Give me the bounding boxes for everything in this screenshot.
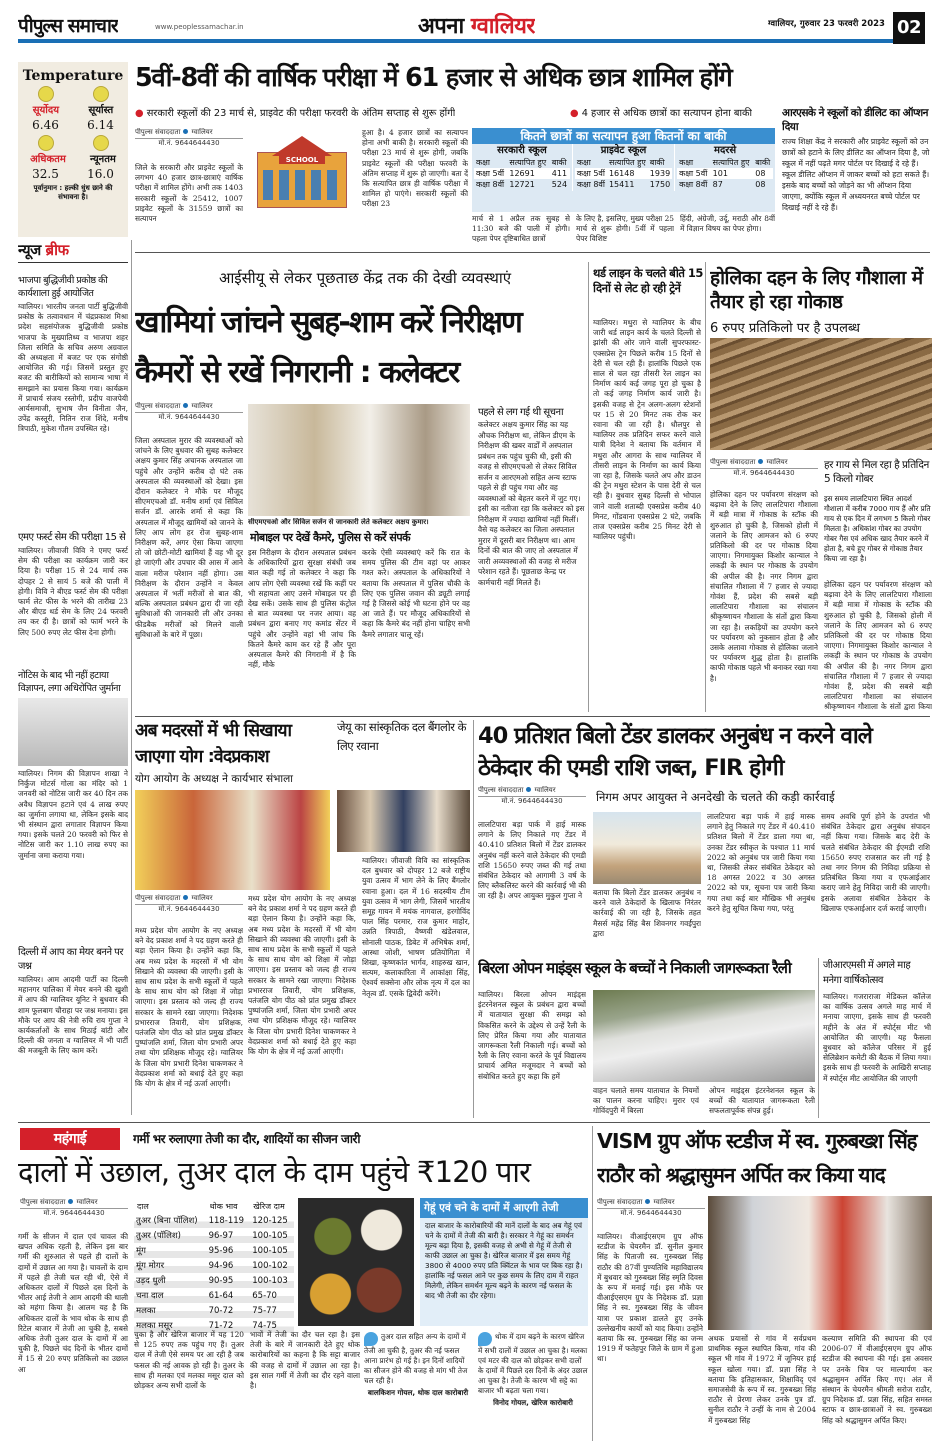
- cell: 16148: [608, 169, 635, 178]
- trader-quote: [364, 1332, 472, 1440]
- dal-headline: दालों में उछाल, तुअर दाल के दाम पहुंचे ₹120 पार: [18, 1155, 531, 1189]
- table-row: [134, 1273, 294, 1288]
- table-row: [474, 179, 570, 190]
- box-headline: गेहूं एवं चने के दामों में आएगी तेजी: [420, 1198, 588, 1218]
- col-header: बाकी: [755, 158, 771, 167]
- section-title-b: ग्वालियर: [470, 14, 535, 39]
- tender-text: बताया कि बिलो टेंडर डालकर अनुबंध न करने वाले ठेकेदारों के खिलाफ निरंतर कार्रवाई की जा रही है, जिसके तहत मैसर्स महेंद्र सिंह बैस शिवनगर गवर्ईपुरा द्वारा: [593, 888, 701, 938]
- table-cell: 100-103: [250, 1273, 294, 1288]
- side-headline: हर गाय से मिल रहा है प्रतिदिन 5 किलो गोबर: [824, 459, 929, 485]
- rally-caption-text: वाहन चलाते समय यातायात के नियमों का पालन करना चाहिए। मुरार एवं गोविंदपुरी में बिरला: [593, 1086, 699, 1116]
- vism-text: अथक प्रयासों से गांव में सर्वप्रथम प्राथमिक स्कूल स्थापित किया, गांव की स्कूल भी गांव में 1972 में जूनियर हाई स्कूल खोला गया। डॉ. प्रज्ञा सिंह ने बताया कि इतिहासकार, शिक्षाविद् एवं समाजसेवी के रूप में स्व. गुरुबख्श सिंह राठौर से प्रेरणा लेकर उनके पुत्र डॉ. सुनील राठौर ने उन्हीं के नाम से 2004 में गुरुबख्श सिंह: [708, 1334, 816, 1425]
- column-divider: [473, 720, 474, 1118]
- col-header: थोक भाव: [209, 1202, 238, 1211]
- table-cell: 95-96: [207, 1243, 251, 1258]
- table-cell: 71-72: [207, 1318, 251, 1333]
- table-row: [677, 179, 773, 190]
- cell: 08: [755, 169, 766, 178]
- cell: कक्षा 5वीं: [679, 169, 708, 178]
- brief-title-b: ब्रीफ: [45, 241, 69, 259]
- byline-city: ग्वालियर: [191, 894, 213, 902]
- byline-name: पीपुल्स संवाददाता: [135, 128, 181, 136]
- table-cell: चना दाल: [134, 1288, 207, 1303]
- cell: कक्षा 8वीं: [679, 180, 708, 189]
- dal-byline: [20, 1198, 128, 1218]
- table-cell: 75-77: [250, 1303, 294, 1318]
- table-cell: 100-105: [250, 1228, 294, 1243]
- brief-text: ग्वालियर। जीवाजी विवि ने एमए फर्स्ट सेम की परीक्षा का कार्यक्रम जारी कर दिया है। परीक्षा 15 से 24 मार्च तक दोपहर 2 से सायं 5 बजे की पाली में होगी। विवि ने बीएड फर्स्ट सेम की परीक्षा फार्म लेट फीस के भरने की तारीख 23 और बीएड थर्ड सेम के लिए 24 फरवरी तय कर दी है। छात्रों को फार्म भरने के लिए 500 रुपए लेट फीस देना होगी।: [18, 546, 128, 637]
- website-link[interactable]: www.peoplessamachar.in: [155, 23, 244, 31]
- byline-city: ग्वालियर: [534, 786, 556, 794]
- byline-name: पीपुल्स संवाददाता: [478, 786, 524, 794]
- cell: कक्षा 5वीं: [576, 169, 605, 178]
- brief-photo: [18, 698, 128, 766]
- cell: 101: [712, 169, 728, 178]
- brief-title: [18, 240, 128, 263]
- table-cell: तुअर (बिना पॉलिश): [134, 1213, 207, 1228]
- table-row: [134, 1243, 294, 1258]
- cell: 87: [712, 180, 723, 189]
- byline-city: ग्वालियर: [76, 1198, 98, 1206]
- madrasa-headline: अब मदरसों में भी सिखाया जाएगा योग :वेदप्रकाश: [135, 721, 292, 767]
- table-cell: मूंग मोगर: [134, 1258, 207, 1273]
- cell: कक्षा 5वीं: [476, 169, 505, 178]
- min-temp: 16.0: [87, 167, 114, 181]
- byline-city: ग्वालियर: [653, 1198, 675, 1206]
- ju-text: ग्वालियर। जीवाजी विवि का सांस्कृतिक दल बुधवार को दोपहर 12 बजे राष्ट्रीय युवा उत्सव में भाग लेने के लिए बैंगलोर रवाना हुआ। दल में 16 सदस्यीय टीम युवा उत्सव में भाग लेगी, जिसमें भारतीय समूह गायन में मयंक नागवाल, हरगोविंद पाल सिंह परमार, राज कुमार माहोर, उन्नति त्रिपाठी, वैष्णवी खंडेलवाल, सोनाली पाठक, डिबेट में अभिषेक शर्मा, आस्था जोशी, भाषण प्रतियोगिता में शिखा, कृष्णकांत भार्गव, शाहरुख खान, सत्यम, कलाकारिता में आकांक्षा सिंह, ऐश्वर्य सक्सेना और लोक नृत्य में दल का नेतृत्व डॉ. एसके द्विवेदी करेंगे।: [362, 856, 470, 998]
- holika-byline: [710, 458, 818, 478]
- dal-photo: [298, 1198, 414, 1326]
- table-cell: मलका: [134, 1303, 207, 1318]
- header-rule: [18, 39, 893, 43]
- sun-icon: [93, 135, 109, 151]
- table-row: [134, 1303, 294, 1318]
- byline-city: ग्वालियर: [191, 402, 213, 410]
- dal-text: भावों में तेजी का दौर चल रहा है। इस तेजी के बारे में जानकारी देते हुए थोक कारोबारियों का कहना है कि सट्टा बाजार की वजह से दामों में उछाल आ रहा है। इस साल गर्मी में तेजी का दौर रहने वाला है।: [250, 1330, 360, 1391]
- madrasa-text-continued: मध्य प्रदेश योग आयोग के नए अध्यक्ष बने वेद प्रकाश शर्मा ने पद ग्रहण करते ही बड़ा ऐलान किया है। उन्होंने कहा कि, अब मध्य प्रदेश के मदरसों में भी योग सिखाने की व्यवस्था की जाएगी। इसी के साथ साथ प्रदेश के सभी स्कूलों में पहले के साथ साथ योग को शिक्षा में जोड़ा जाएगा। इस प्रस्ताव को जल्द ही राज्य सरकार के सामने रखा जाएगा। निदेशक प्रभारराज तिवारी, योग प्रशिक्षक, पतंजलि योग पीठ को प्रांत प्रमुख डॉक्टर पुष्पांजलि शर्मा, जिला योग प्रभारी अपर तथा योग प्रशिक्षक मौजूद रहे। ग्वालियर के जिला योग प्रभारी दिनेश चाकणकर ने वेदप्रकाश शर्मा को बधाई देते हुए कहा कि योग के क्षेत्र में नई ऊर्जा आएगी।: [248, 894, 356, 1057]
- tender-text: समय अवधि पूर्ण होने के उपरांत भी संबंधित ठेकेदार द्वारा अनुबंध संपादन नहीं किया गया। जिसके बाद देरी के चलते संबंधित ठेकेदार की ईएमडी राशि 15650 रुपए राजसात कर ली गई है तथा नगर निगम की निविदा प्रक्रिया से प्रतिबंधित किया गया व एफआईआर कराए जाने हेतु निविदा जारी की जाएगी। इसके अलावा संबंधित ठेकेदार के खिलाफ एफआईआर दर्ज कराई जाएगी।: [821, 812, 930, 913]
- school-sign: SCHOOL: [279, 156, 325, 164]
- lead-text: जिले के सरकारी और प्राइवेट स्कूलों के लगभग 40 हजार छात्र-छात्राएं वार्षिक परीक्षा में शामिल होंगे। अभी तक 1403 सरकारी स्कूलों के 25412, 1007 प्राइवेट स्कूलों के 31559 छात्रों का सत्यापन: [135, 163, 243, 224]
- collector-kicker: आईसीयू से लेकर पूछताछ केंद्र तक की देखी व्यवस्थाएं: [218, 269, 512, 287]
- collector-subhead: मोबाइल पर देखें कैमरे, पुलिस से करें संपर्क: [250, 531, 411, 544]
- table-row: [677, 168, 773, 179]
- section-divider: [18, 1122, 930, 1123]
- brief-text: ग्वालियर। निगम की विज्ञापन शाखा ने निर्कुंज मोटर्स गोला का मंदिर को 1 जनवरी को नोटिस जारी कर 40 दिन तक अवैध विज्ञापन हटाने एवं 4 लाख रुपए का जुर्माना लगाया था, लेकिन इसके बाद भी संस्थान द्वारा लगातार विज्ञापन किया गया। इसके चलते 20 फरवरी को फिर से नोटिस जारी कर 1.10 लाख रुपए का जुर्माना जमा कराया गया।: [18, 769, 128, 860]
- holika-subhead: 6 रुपए प्रतिकिलो पर है उपलब्ध: [710, 321, 860, 336]
- sun-icon: [38, 135, 54, 151]
- max-temp: 32.5: [32, 167, 59, 181]
- rally-text: ग्वालियर। बिरला ओपन माइंड्स इंटरनेशनल स्कूल के प्रबंधन द्वारा बच्चों में यातायात सुरक्षा की समझ को विकसित करने के उद्देश्य से उन्हें रैली के लिए प्रेरित किया गया और यातायात जागरूकता रैली निकाली गई। बच्चों को रैली के लिए रवाना करते के पूर्व विद्यालय प्राचार्य अमित मजूमदार ने बच्चों को संबोधित करते हुए कहा कि हमें: [478, 990, 586, 1081]
- brief-text: ग्वालियर। भारतीय जनता पार्टी बुद्धिजीवी प्रकोष्ठ के तत्वावधान में चंद्रप्रकाश मिश्रा प्रदेश सहसंयोजक बुद्धिजीवी प्रकोष्ठ भाजपा के मुख्यातिथ्य व भाजपा शहर जिला समिति के सचिव अरुण अग्रवाल की अध्यक्षता में बजट पर एक संगोष्ठी आयोजित की गई। जिसमें प्रस्तुत हुए बजट की बारीकियों को सामान्य भाषा में समझाने का प्रयास किया गया। कार्यक्रम में प्राचार्य संजय रस्तोगी, प्रदीप वाजपेयी आर्यसमाजी, सुभाष जैन विनीता जैन, उपेंद्र कस्तूरी, नितिन राज शिंदे, मनीष त्रिपाठी, मुकेश गौतम उपस्थित रहे।: [18, 302, 128, 434]
- dal-text: गर्मी के सीजन में दाल एवं चावल की खपत अधिक रहती है, लेकिन इस बार गर्मी की शुरुआत से पहले ही दालों के दामों में उछाल आ गया है। चावलों के दाम में पहले ही तेजी चल रही थी, ऐसे में अधिकतर दालों में पिछले दस दिनों के भीतर आई तेजी ने आम आदमी की थाली को महंगा किया है। आलम यह है कि अधिकतर दालों के भाव थोक के साथ ही रिटेल बाजार में तेजी आ चुकी है, सबसे अधिक तेजी तुअर दाल के दामों में आ चुकी है, पिछले चंद दिनों के भीतर दामों में 15 से 20 रुपए प्रतिकिलो का उछाल आ: [18, 1232, 128, 1374]
- dateline: ग्वालियर, गुरुवार 23 फरवरी 2023: [768, 19, 885, 29]
- madrasa-text: मध्य प्रदेश योग आयोग के नए अध्यक्ष बने वेद प्रकाश शर्मा ने पद ग्रहण करते ही बड़ा ऐलान किया है। उन्होंने कहा कि, अब मध्य प्रदेश के मदरसों में भी योग सिखाने की व्यवस्था की जाएगी। इसी के साथ साथ प्रदेश के सभी स्कूलों में पहले के साथ साथ योग को शिक्षा में जोड़ा जाएगा। इस प्रस्ताव को जल्द ही राज्य सरकार के सामने रखा जाएगा। निदेशक प्रभारराज तिवारी, योग प्रशिक्षक, पतंजलि योग पीठ को प्रांत प्रमुख डॉक्टर पुष्पांजलि शर्मा, जिला योग प्रभारी अपर तथा योग प्रशिक्षक मौजूद रहे। ग्वालियर के जिला योग प्रभारी दिनेश चाकणकर ने वेदप्रकाश शर्मा को बधाई देते हुए कहा कि योग के क्षेत्र में नई ऊर्जा आएगी।: [135, 926, 243, 1089]
- group-name: मदरसे: [714, 145, 737, 156]
- collector-photo: [248, 404, 470, 516]
- column-divider: [705, 262, 706, 712]
- cell: 524: [551, 180, 568, 189]
- column-divider: [592, 1126, 593, 1441]
- max-temp-label: अधिकतम: [30, 154, 66, 165]
- table-cell: तुअर (पॉलिश): [134, 1228, 207, 1243]
- quote-text: थोक में दाम बढ़ने के कारण खेरिज में सभी दालों में उछाल आ चुका है। मलका एवं मटर की दाल को छोड़कर सभी दालों के दामों में पिछले दस दिनों के अंदर उछाल आ चुका है। तेजी के कारण भी सट्टे का बाजार भी बढ़ता चला गया।: [478, 1332, 588, 1395]
- tender-headline: 40 प्रतिशत बिलो टेंडर डालकर अनुबंध न करने वाले ठेकेदार की एमडी राशि जब्त, FIR होगी: [478, 723, 872, 781]
- col-header: दाल: [137, 1202, 149, 1211]
- dal-price-table: [134, 1200, 294, 1333]
- cell: कक्षा 8वीं: [576, 180, 605, 189]
- brief-headline: नोटिस के बाद भी नहीं हटाया विज्ञापन, लगा अधिरोपित जुर्माना: [18, 670, 121, 694]
- byline-city: ग्वालियर: [191, 128, 213, 136]
- byline-city: ग्वालियर: [766, 458, 788, 466]
- collector-headline: कैमरों से रखें निगरानी : कलेक्टर: [135, 355, 459, 390]
- sunset-time: 6.14: [87, 118, 114, 132]
- group-name: सरकारी स्कूल: [497, 145, 547, 156]
- lead-text: हुआ है। 4 हजार छात्रों का सत्यापन होना अभी बाकी है। सरकारी स्कूलों की परीक्षा 23 मार्च से शुरू होगी, जबकि प्राइवेट स्कूलों की परीक्षा फरवरी के अंतिम सप्ताह में शुरू हो जाएगी। बता दें कि सत्यापित छात्र ही वार्षिक परीक्षा में शामिल हो पाएंगे। सरकारी स्कूलों की परीक्षा 23: [362, 128, 468, 209]
- col-header: सत्यापित हुए: [509, 158, 547, 167]
- lead-bullet-2: ● 4 हजार से अधिक छात्रों का सत्यापन होना बाकी: [570, 108, 753, 119]
- table-cell: 61-64: [207, 1288, 251, 1303]
- tender-text: लालटिपारा बड़ा पार्क में हाई मास्क लगाने हेतु निकाले गए टेंडर में 40.410 प्रतिशत बिलो में टेंडर डाला गया था, उनका टेंडर स्वीकृत के पश्चात 11 मार्च 2022 को अनुबंध पत्र जारी किया गया था, जिसकी लेकर संबंधित ठेकेदार को 18 अगस्त 2022 व 30 अगस्त 2022 को पत्र, सूचना पत्र जारी किया गया तथा कई बार मौखिक भी अनुबंध करने हेतु सूचित किया गया, परंतु: [707, 812, 815, 913]
- brief-text: ग्वालियर। आम आदमी पार्टी का दिल्ली महानगर पालिका में मेयर बनने की खुशी में आप की ग्वालियर यूनिट ने बुधवार की शाम फूलबाग चौराहा पर जश्न मनाया। इस मौके पर आप की नेत्री रुचि राय गुप्ता ने कार्यकर्ताओं के साथ मिठाई बांटी और दिल्ली की जनता व ग्वालियर में भी पार्टी की मजबूती के लिए काम करें।: [18, 975, 128, 1056]
- reporter-mobile: मो.नं. 9644644430: [43, 1209, 105, 1217]
- lead-bullet-1: ● सरकारी स्कूलों की 23 मार्च से, प्राइवेट की परीक्षा फरवरी के अंतिम सप्ताह से शुरू होंगी: [135, 108, 456, 119]
- table-row: [575, 168, 672, 179]
- vism-text: ग्वालियर। वीआईएसएम ग्रुप ऑफ स्टडीज के चेयरमैन डॉ. सुनील कुमार सिंह के पिताजी स्व. गुरुबख्श सिंह राठौर की 87वीं पुण्यतिथि महाविद्यालय में बुधवार को गुरुबख्श सिंह स्मृति दिवस के रूप में मनाई गई। इस मौके पर वीआईएसएम ग्रुप के निदेशक डॉ. प्रज्ञा सिंह ने स्व. गुरुबख्श सिंह के जीवन यात्रा पर प्रकाश डालते हुए उनके उल्लेखनीय कार्यों को याद किया। उन्होंने बताया कि स्व. गुरुबख्श सिंह का जन्म 1919 में फतेहपुर जिले के ग्राम में हुआ था।: [597, 1232, 703, 1364]
- collector-text: जिला अस्पताल मुरार की व्यवस्थाओं को जांचने के लिए बुधवार की सुबह कलेक्टर अक्षय कुमार सिंह अचानक अस्पताल जा पहुंचे और उन्होंने करीब दो घंटे तक अस्पताल की व्यवस्थाओं को देखा। इस दौरान कलेक्टर ने मौके पर मौजूद सीएमएचओ डॉ. मनीष शर्मा एवं सिविल सर्जन डॉ. आरके शर्मा से कहा कि अस्पताल में मौजूद खामियों को जानने के लिए आप लोग हर रोज सुबह-शाम निरीक्षण करें, अगर ऐसा किया जाएगा तो जो छोटी-मोटी खामियां हैं वह भी दूर हो जाएंगी और उपचार की आस में आने वाला मरीज परेशान नहीं होगा। उस निरीक्षण के दौरान उन्होंने न केवल अस्पताल में भर्ती मरीजों से बात की, बल्कि अस्पताल प्रबंधन द्वारा दी जा रही सुविधाओं की जानकारी ली और उनका फीडबैक मरीजों को मिलने वाली सुविधाओं के बारे में पूछा।: [135, 436, 243, 639]
- dal-text: चुका है और खेरिज बाजार में यह 120 से 125 रुपए तक पहुंच गए हैं। तुअर दाल में तेजी ऐसे समय पर आ रही है जब फसल की नई आवक हो रही है। तुअर के साथ ही मलका एवं मलका मसूर दाल को छोड़कर अन्य सभी दालों के: [134, 1330, 244, 1391]
- wheat-price-box: [420, 1198, 588, 1326]
- lead-text: के लिए है, इसलिए, मुख्य परीक्षा 25 मार्च से शुरू होगी। 5वीं में पहला पेपर विशिष्ट: [576, 214, 674, 244]
- table-cell: 74-75: [250, 1318, 294, 1333]
- byline-name: पीपुल्स संवाददाता: [135, 894, 181, 902]
- group-name: प्राइवेट स्कूल: [600, 145, 647, 156]
- lead-byline: [135, 128, 243, 148]
- table-cell: 96-97: [207, 1228, 251, 1243]
- newspaper-logo: पीपुल्स समाचार: [18, 15, 118, 37]
- table-row: [134, 1228, 294, 1243]
- vism-text: कल्याण समिति की स्थापना की एवं 2006-07 में वीआईएसएम ग्रुप ऑफ स्टडीज की स्थापना की गई। इस अवसर पर उनके चित्र पर माल्यार्पण कर श्रद्धासुमन अर्पित किए गए। अंत में संस्थान के चेयरमैन श्रीमती सरोज राठौर, ग्रुप निदेशक डॉ. प्रज्ञा सिंह, सहित समस्त स्टाफ व छात्र-छात्राओं ने स्व. गुरुबख्श सिंह को श्रद्धासुमन अर्पित किए।: [822, 1334, 932, 1425]
- box-text: दाल बाजार के कारोबारियों की मानें दालों के बाद अब गेहूं एवं चने के दामों में तेजी की बारी है। सरकार ने गेहूं का समर्थन मूल्य बढ़ा दिया है, इसकी वजह से अभी से गेहूं में तेजी से काफी उछाल आ चुका है। खेरिज बाजार में इस समय गेहूं 3800 से 4000 रुपए प्रति क्विंटल के भाव पर बिक रहा है। हालांकि नई फसल आने पर कुछ समय के लिए दाम में राहत मिलेगी, लेकिन समर्थन मूल्य बढ़ने के कारण नई फसल के बाद भी तेजी का दौर रहेगा।: [425, 1221, 583, 1300]
- col-header: खेरिज दाम: [253, 1202, 285, 1211]
- bullet-text: सरकारी स्कूलों की 23 मार्च से, प्राइवेट की परीक्षा फरवरी के अंतिम सप्ताह से शुरू होंगी: [146, 108, 456, 119]
- reporter-mobile: मो.नं. 9644644430: [158, 139, 220, 147]
- vism-headline: VISM ग्रुप ऑफ स्टडीज में स्व. गुरुबख्श सिंह राठौर को श्रद्धासुमन अर्पित कर किया याद: [597, 1129, 917, 1187]
- sun-icon: [93, 86, 109, 102]
- cell: कक्षा 8वीं: [476, 180, 505, 189]
- table-row: [134, 1213, 294, 1228]
- sunset-label: सूर्यास्त: [88, 105, 114, 116]
- tender-text: लालटिपारा बड़ा पार्क में हाई मास्क लगाने के लिए निकाले गए टेंडर में 40.410 प्रतिशत बिलो में टेंडर डालकर अनुबंध नहीं करने वाले ठेकेदार की एमडी राशि 15650 रुपए जब्त की गई तथा संबंधित ठेकेदार को आगामी 3 वर्ष के लिए ब्लैकलिस्ट करने की कार्रवाई भी की जा रही है। अपर आयुक्त मुकुल गुप्ता ने: [478, 820, 586, 901]
- brief-headline: दिल्ली में आप का मेयर बनने पर जश्न: [18, 947, 123, 972]
- sun-icon: [38, 86, 54, 102]
- holika-photo: [710, 338, 932, 450]
- rally-headline: बिरला ओपन माइंड्स स्कूल के बच्चों ने निकाली जागरूकता रैली: [478, 959, 791, 977]
- cell: 12691: [509, 169, 535, 178]
- holika-headline: होलिका दहन के लिए गौशाला में तैयार हो रहा गोकाष्ठ: [710, 267, 923, 313]
- brief-headline: भाजपा बुद्धिजीवी प्रकोष्ठ की कार्यशाला हुई आयोजित: [18, 275, 108, 299]
- tender-photo: [593, 812, 701, 884]
- weather-title: Temperature: [22, 68, 124, 84]
- lead-headline: 5वीं-8वीं की वार्षिक परीक्षा में 61 हजार से अधिक छात्र शामिल होंगे: [135, 63, 732, 93]
- reporter-mobile: मो.नं. 9644644430: [733, 469, 795, 477]
- byline-name: पीपुल्स संवाददाता: [710, 458, 756, 466]
- table-title: कितने छात्रों का सत्यापन हुआ कितनों का बाकी: [472, 128, 775, 144]
- dal-kicker: गर्मी भर रुलाएगा तेजी का दौर, शादियों का सीजन जारी: [133, 1132, 360, 1146]
- category-tag: महंगाई: [20, 1128, 120, 1150]
- table-cell: 65-70: [250, 1288, 294, 1303]
- table-row: [474, 168, 570, 179]
- col-header: कक्षा: [576, 158, 591, 167]
- tender-byline: [478, 786, 586, 806]
- table-group: [572, 144, 674, 191]
- byline-name: पीपुल्स संवाददाता: [597, 1198, 643, 1206]
- cell: 08: [755, 180, 766, 189]
- cell: 1939: [649, 169, 671, 178]
- cell: 15411: [608, 180, 635, 189]
- vism-photo: [708, 1196, 932, 1330]
- col-header: बाकी: [551, 158, 567, 167]
- trains-text: ग्वालियर। मथुरा से ग्वालियर के बीच जारी थर्ड लाइन कार्य के चलते दिल्ली से झांसी की ओर जाने वाली सुपरफास्ट-एक्सप्रेस ट्रेन पिछले करीब 15 दिनों से देरी से चल रही हैं। हालांकि पिछले एक साल से चल रहा तीसरी रेल लाइन का निर्माण कार्य कई जगह पूरा हो चुका है तो कई जगह निर्माण कार्य जारी है। इसकी वजह से ट्रेन अलग-अलग स्टेशनों पर 15 से 20 मिनट तक रोक कर रवाना की जा रही है। धौलपुर से ग्वालियर तक प्रतिदिन सफर करने वाले यात्री दिनेश ने बताया कि वर्तमान में मथुरा और आगरा के साथ ग्वालियर में तीसरी लाइन के निर्माण का कार्य किया जा रहा है, जिसके चलते अप और डाउन की ट्रेन मथुरा स्टेशन के पास देरी से चल रही है। बुधवार सुबह दिल्ली से भोपाल जाने वाली शताब्दी एक्सप्रेस करीब 40 मिनट, गोंडवाना एक्सप्रेस 2 घंटे, जबकि ताज एक्सप्रेस करीब 25 मिनट देरी से ग्वालियर पहुंची।: [593, 318, 701, 542]
- tender-subhead: निगम अपर आयुक्त ने अनदेखी के चलते की कड़ी कार्रवाई: [596, 790, 835, 804]
- col-header: सत्यापित हुए: [712, 158, 750, 167]
- table-cell: मलका मसूर: [134, 1318, 207, 1333]
- table-cell: 94-96: [207, 1258, 251, 1273]
- rally-photo: [593, 990, 815, 1082]
- table-cell: 70-72: [207, 1303, 251, 1318]
- vism-byline: [597, 1198, 705, 1218]
- collector-headline: खामियां जांचने सुबह-शाम करें निरीक्षण: [135, 305, 521, 340]
- section-divider: [135, 252, 930, 253]
- table-row: [134, 1258, 294, 1273]
- side-headline: पहले से लग गई थी सूचना: [478, 407, 564, 418]
- news-brief: [18, 240, 128, 1110]
- section-divider: [135, 716, 930, 717]
- table-cell: 118-119: [207, 1213, 251, 1228]
- cell: 411: [551, 169, 568, 178]
- madrasa-subhead: योग आयोग के अध्यक्ष ने कार्यभार संभाला: [135, 773, 293, 785]
- side-text: कलेक्टर अक्षय कुमार सिंह का यह औचक निरीक्षण था, लेकिन डीएम के निरीक्षण की खबर वार्डों में अस्पताल प्रबंधन तक पहुंच चुकी थी, इसी की वजह से सीएमएचओ से लेकर सिविल सर्जन व आरएमओ सहित अन्य स्टाफ पहले से ही पहुंच गया और वह व्यवस्थाओं को बेहतर करने में जुट गए। इसी का नतीजा रहा कि कलेक्टर को इस निरीक्षण में ज्यादा खामियां नहीं मिलीं। वैसे यह कलेक्टर का जिला अस्पताल मुरार में दूसरी बार निरीक्षण था। आम दिनों की बात की जाए तो अस्पताल में जारी अव्यवस्थाओं की वजह से मरीज परेशान रहते हैं। पूछताछ केन्द्र पर कार्मचारी नहीं मिलते हैं।: [478, 420, 585, 587]
- weather-box: [18, 62, 128, 237]
- quote-text: तुअर दाल सहित अन्य के दामों में तेजी आ चुकी है, तुअर की नई फसल आना प्रारंभ हो गई है। इन दिनों शादियों का सीजन होने की वजह से मांग भी तेज चल रही है।: [364, 1332, 468, 1385]
- collector-text: करके ऐसी व्यवस्थाएं करें कि रात के समय पुलिस की टीम वहां पर आकर गश्त करे। अस्पताल के अधिकारियों ने बताया कि अस्पताल में पुलिस चौकी के लिए एक पुलिस जवान की ड्यूटी लगाई गई है जिससे कोई भी घटना होने पर वह आ जाते हैं। पर मौजूद अधिकारियों से कहा कि कैमरे बंद नहीं होना चाहिए सभी कैमरे लगातार चालू रहें।: [362, 548, 470, 639]
- trains-headline: थर्ड लाइन के चलते बीते 15 दिनों से लेट हो रही ट्रेनें: [593, 266, 703, 295]
- forecast: पूर्वानुमान : हल्की धुंध छाने की संभावना है।: [33, 184, 113, 201]
- side-text: इस समय लालटिपारा स्थित आदर्श गौशाला में करीब 7000 गाय हैं और प्रति गाय से एक दिन में लगभग 5 किलो गोबर मिलता है। अधिकांश गोबर का उपयोग गोबर गैस एवं अधिक खाद तैयार करने में होता है, बचे हुए गोबर से गोकाष्ठ तैयार किया जा रहा है।: [824, 494, 931, 563]
- school-illustration: [247, 130, 357, 210]
- holika-text-continued: होलिका दहन पर पर्यावरण संरक्षण को बढ़ावा देने के लिए लालटिपारा गौशाला में बड़ी मात्रा में गोकाष्ठ के स्टॉक की शुरुआत हो चुकी है, जिसको होली में जलाने के लिए आमजन को 6 रुपए प्रतिकिलो की दर पर गोकाष्ठ दिया जाएगा। निगमायुक्त किशोर कान्याल ने लकड़ी के स्थान पर गोकाष्ठ के उपयोग की अपील की है। नगर निगम द्वारा संचालित गौशाला में 7 हजार से ज्यादा गोवंश हैं, प्रदेश की सबसे बड़ी लालटिपारा गौशाला का संचालन श्रीकृष्णायन गौशाला के संतों द्वारा किया: [824, 580, 932, 711]
- quote-icon: [364, 1332, 378, 1346]
- section-title: [418, 10, 535, 40]
- side-headline: आरएसके ने स्कूलों को डीलिट का ऑप्शन दिया: [782, 107, 928, 133]
- brief-title-a: न्यूज: [18, 241, 41, 259]
- col-header: कक्षा: [679, 158, 694, 167]
- madrasa-byline: [135, 894, 243, 914]
- photo-caption: सीएमएचओ और सिविल सर्जन से जानकारी लेते कलेक्टर अक्षय कुमार।: [248, 518, 429, 526]
- table-row: [575, 179, 672, 190]
- table-group: [472, 144, 572, 191]
- table-cell: 90-95: [207, 1273, 251, 1288]
- sunrise-time: 6.46: [32, 118, 59, 132]
- column-divider: [588, 262, 589, 712]
- brief-headline: एमए फर्स्ट सेम की परीक्षा 15 से: [18, 532, 126, 543]
- ju-headline: जेयू का सांस्कृतिक दल बैंगलोर के लिए रवाना: [337, 720, 466, 753]
- ju-photo: [337, 790, 470, 852]
- trader-quote: [478, 1332, 588, 1440]
- side-text: राज्य शिक्षा केंद्र ने सरकारी और प्राइवेट स्कूलों को उन छात्रों को हटाने के लिए डीलिट का ऑप्शन दिया है, जो स्कूल में नहीं पढ़ते मगर पोर्टल पर दिखाई दे रहे हैं। स्कूल डीलिट ऑप्शन में जाकर बच्चों को हटा सकते हैं। इसके बाद बच्चों को जोड़ने का भी ऑप्शन दिया जाएगा, क्योंकि स्कूल में अध्ययनरत बच्चे पोर्टल पर दिखाई नहीं दे रहे हैं।: [782, 137, 930, 212]
- cell: 12721: [509, 180, 535, 189]
- lead-text: मार्च से 1 अप्रैल तक सुबह से 11:30 बजे की पाली में होगी। पहला पेपर दृष्टिबाधित छात्रों: [472, 214, 570, 244]
- table-cell: मूंग: [134, 1243, 207, 1258]
- byline-name: पीपुल्स संवाददाता: [135, 402, 181, 410]
- table-row: [134, 1288, 294, 1303]
- col-header: सत्यापित हुए: [608, 158, 646, 167]
- cell: 1750: [649, 180, 671, 189]
- rally-caption-text: ओपन माइंड्स इंटरनेशनल स्कूल के बच्चों की यातायात जागरूकता रैली सफलतापूर्वक संपन्न हुई।: [709, 1086, 815, 1116]
- grmc-text: ग्वालियर। गजराराजा मेडिकल कॉलेज का वार्षिक उत्सव अगले माह मार्च में मनाया जाएगा, इसके साथ ही फरवरी महीने के अंत में स्पोर्ट्स मीट भी आयोजित की जाएगी। यह फैसला बुधवार को कॉलेज परिसर में हुई सेलिब्रेशन कमेटी की बैठक में लिया गया। इसके साथ ही फरवरी के आखिरी सप्ताह में स्पोर्ट्स मीट आयोजित की जाएगी: [823, 992, 931, 1083]
- grmc-headline: जीआरएमसी में अगले माह मनेगा वार्षिकोत्सव: [823, 960, 911, 986]
- collector-text: इस निरीक्षण के दौरान अस्पताल प्रबंधन के अधिकारियों द्वारा सुरक्षा संबंधी जब बात कही गई तो कलेक्टर ने कहा कि आप लोग ऐसी व्यवस्था रखें कि कहीं पर भी सहायता आए उसने मोबाइल पर ही देख सकें। उसके साथ ही पुलिस कंट्रोल से बात व्यवस्था पर नजर आया। वह प्रबंधन द्वारा बनाए गए कमांड सेंटर में पहुंचे और उन्होंने वहां भी जांच कि कितने कैमरे काम कर रहे हैं और पूरा अस्पताल कैमरे की निगरानी में है कि नहीं, मौके: [248, 548, 356, 670]
- holika-text: होलिका दहन पर पर्यावरण संरक्षण को बढ़ावा देने के लिए लालटिपारा गौशाला में बड़ी मात्रा में गोकाष्ठ के स्टॉक की शुरुआत हो चुकी है, जिसको होली में जलाने के लिए आमजन को 6 रुपए प्रतिकिलो की दर पर गोकाष्ठ दिया जाएगा। निगमायुक्त किशोर कान्याल ने लकड़ी के स्थान पर गोकाष्ठ के उपयोग की अपील की है। नगर निगम द्वारा संचालित गौशाला में 7 हजार से ज्यादा गोवंश हैं, प्रदेश की सबसे बड़ी लालटिपारा गौशाला का संचालन श्रीकृष्णायन गौशाला के संतों द्वारा किया जा रहा है। लकड़ियों का उपयोग करने पर पर्यावरण को नुकसान होता है और उसके अलावा गोकाष्ठ से होलिका जलाने पर पर्यावरण शुद्ध होता है। हालांकि काफी गोकाष्ठ पहले भी बनाकर रखा गया है।: [710, 490, 818, 683]
- page-number: 02: [893, 12, 925, 44]
- quote-attribution: विनोद गोयल, खेरिज कारोबारी: [493, 1398, 573, 1407]
- madrasa-photo: [135, 790, 330, 890]
- reporter-mobile: मो.नं. 9644644430: [501, 797, 563, 805]
- table-cell: 120-125: [250, 1213, 294, 1228]
- section-title-a: अपना: [418, 14, 464, 39]
- verification-table: [472, 128, 775, 212]
- byline-name: पीपुल्स संवाददाता: [20, 1198, 66, 1206]
- masthead: [0, 0, 945, 48]
- column-divider: [818, 958, 819, 1118]
- bullet-text: 4 हजार से अधिक छात्रों का सत्यापन होना बाकी: [581, 108, 753, 119]
- col-header: कक्षा: [476, 158, 490, 167]
- lead-text: हिंदी, अंग्रेजी, उर्दू, मराठी और 8वीं में विज्ञान विषय का पेपर होगा।: [680, 214, 775, 234]
- reporter-mobile: मो.नं. 9644644430: [620, 1209, 682, 1217]
- sunrise-label: सूर्योदय: [32, 105, 59, 116]
- min-temp-label: न्यूनतम: [89, 154, 116, 165]
- column-divider: [131, 240, 132, 1115]
- table-cell: 100-105: [250, 1243, 294, 1258]
- reporter-mobile: मो.नं. 9644644430: [158, 905, 220, 913]
- reporter-mobile: मो.नं. 9644644430: [158, 413, 220, 421]
- collector-byline: [135, 402, 243, 422]
- col-header: बाकी: [649, 158, 665, 167]
- table-group: [674, 144, 775, 191]
- table-header-row: [134, 1200, 294, 1213]
- table-cell: उड़द धुली: [134, 1273, 207, 1288]
- table-cell: 100-102: [250, 1258, 294, 1273]
- quote-attribution: बालकिशन गोयल, थोक दाल कारोबारी: [367, 1388, 469, 1397]
- quote-icon: [478, 1332, 492, 1346]
